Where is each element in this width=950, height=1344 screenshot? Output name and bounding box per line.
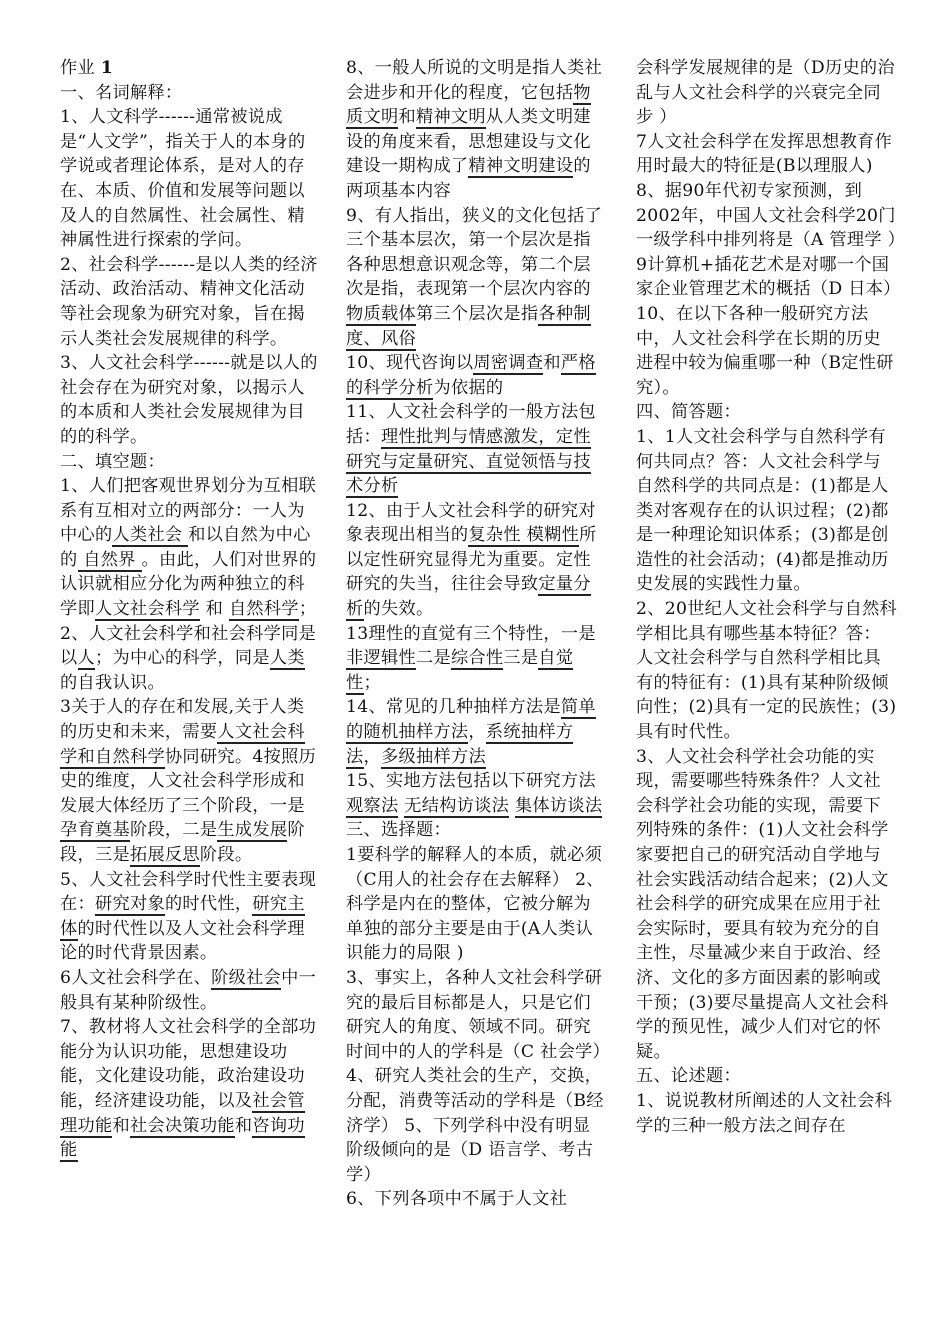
text-run: 10、在以下各种一般研究方法中，人文社会科学在长期的历史进程中较为偏重哪一种（B定性研究）。 <box>636 303 894 398</box>
paragraph <box>636 1064 898 1089</box>
text-run: 阶段。 <box>199 845 253 865</box>
text-run: 的自我认识。 <box>60 672 165 693</box>
underlined-answer: 拓展反思 <box>129 845 200 865</box>
paragraph <box>346 400 604 498</box>
text-run: 11、人文社会科学的一般方法包括： <box>346 402 596 447</box>
paragraph <box>346 818 604 843</box>
paragraph <box>60 868 318 966</box>
paragraph <box>346 769 604 818</box>
text-run: 一、名词解释： <box>60 82 183 103</box>
text-run: 13理性的直觉有三个特性，一是 <box>346 623 596 644</box>
text-run: 的两项基本内容 <box>346 156 591 201</box>
paragraph <box>60 81 318 106</box>
text-run: 中一般具有某种阶级性。 <box>60 967 317 1013</box>
text-run: 的时代性以及人文社会科学理论的时代背景因素。 <box>60 918 305 964</box>
text-run: 为依据的 <box>433 377 504 398</box>
paragraph <box>60 622 318 696</box>
text-run: 和 <box>199 599 229 620</box>
text-run: 五、论述题： <box>636 1066 741 1087</box>
underlined-answer: 自然科学 <box>228 599 299 620</box>
paragraph <box>346 695 604 769</box>
text-run: 3关于人的存在和发展,关于人类的历史和未来，需要 <box>60 697 305 743</box>
paragraph <box>60 105 318 253</box>
column-right <box>636 56 906 1138</box>
text-run: 和 <box>543 353 561 374</box>
paragraph <box>60 695 318 867</box>
underlined-answer: 研究对象 <box>94 894 165 915</box>
underlined-answer: 研究主体 <box>60 894 305 939</box>
underlined-answer: 理性批判与情感激发，定性研究与定量研究、直觉领悟与技术分析 <box>346 426 591 497</box>
text-run: 和 <box>398 107 416 128</box>
underlined-answer: 人 <box>77 648 95 669</box>
underlined-answer: 物质文明 <box>346 82 591 128</box>
text-run: 四、简答题： <box>636 402 741 423</box>
underlined-answer: 非逻辑性 <box>346 648 416 669</box>
text-run: 6人文社会科学在、 <box>60 967 212 988</box>
paragraph <box>60 253 318 351</box>
underlined-answer: 系统抽样方法 <box>346 722 574 767</box>
text-run: 二、填空题： <box>60 451 165 472</box>
text-run: 1要科学的解释人的本质，就必须（C用人的社会存在去解释） 2、科学是内在的整体，它被分解为单独的部分主要是由于(A人类认识能力的局限 ) <box>346 845 604 964</box>
text-run: 1、人们把客观世界划分为互相联系有互相对立的两部分：一人为中心的 <box>60 476 317 546</box>
text-run: 8、一般人所说的文明是指人类社会进步和开化的程度，它包括 <box>346 58 603 103</box>
text-run: 12、由于人文社会科学的研究对象表现出相当的 <box>346 500 596 546</box>
text-run: ； <box>363 672 381 693</box>
underlined-answer: 简单的随机抽样方法 <box>346 697 596 743</box>
text-run: 2、20世纪人文社会科学与自然科学相比具有哪些基本特征？答：人文社会科学与自然科学相比具有的特征有：(1)具有某种阶级倾向性；(2)具有一定的民族性；(3)具有时代性。 <box>636 599 898 743</box>
text-run: 1、说说教材所阐述的人文社会科学的三种一般方法之间存在 <box>636 1090 893 1136</box>
text-run: 6、下列各项中不属于人文社 <box>346 1189 568 1210</box>
text-run: 协同研究。4按照历史的维度，人文社会科学形成和发展大体经历了三个阶段，一是 <box>60 746 317 816</box>
underlined-answer: 生成发展 <box>217 820 288 841</box>
underlined-answer: 精神文明 <box>415 107 486 128</box>
underlined-answer: 无结构访谈法 <box>404 795 510 816</box>
text-run: 5、人文社会科学时代性主要表现在： <box>60 869 317 915</box>
underlined-answer: 集体访谈法 <box>514 795 603 816</box>
text-run: 和以自然为中心的 <box>60 525 311 570</box>
underlined-answer: 咨询功能 <box>60 1115 305 1161</box>
paragraph <box>60 966 318 1015</box>
text-run: 的时代性， <box>164 894 253 915</box>
paragraph <box>636 179 906 253</box>
text-run: 4、研究人类社会的生产，交换，分配，消费等活动的学科是（B经济学） 5、下列学科中没有明显阶级倾向的是（D 语言学、考古学） <box>346 1066 604 1185</box>
text-run: 第三个层次是指 <box>415 303 539 324</box>
underlined-answer: 人类 <box>269 648 305 669</box>
paragraph <box>346 966 611 1064</box>
paragraph <box>636 253 901 302</box>
paragraph <box>636 1089 898 1138</box>
paragraph <box>346 1064 604 1187</box>
underlined-answer: 观察法 <box>346 795 399 816</box>
text-run: 1、1人文社会科学与自然科学有何共同点？答：人文社会科学与自然科学的共同点是：(1)都是人类对客观存在的认识过程；(2)都是一种理论知识体系；(3)都是创造性的社会活动；(4)都是推动历史发展的实践性力量。 <box>636 426 889 595</box>
underlined-answer: 阶级社会 <box>211 967 282 988</box>
text-run: 7、教材将人文社会科学的全部功能分为认识功能，思想建设功能，文化建设功能，政治建设功能，经济建设功能，以及 <box>60 1017 317 1111</box>
text-run: 阶段，二是 <box>129 820 218 841</box>
text-run: 三、选择题： <box>346 820 451 841</box>
paragraph <box>346 499 604 622</box>
underlined-answer: 复杂性 模糊性 <box>468 525 580 546</box>
text-run: 阶段，三是 <box>60 820 305 865</box>
underlined-answer: 严格的科学分析 <box>346 353 596 398</box>
bold-text: 1 <box>100 58 114 78</box>
text-run: 14、常见的几种抽样方法是 <box>346 697 561 718</box>
text-run: 二是 <box>415 648 451 669</box>
paragraph <box>346 622 604 696</box>
text-run: 的失效。 <box>363 599 434 620</box>
paragraph <box>636 130 898 179</box>
underlined-answer: 社会决策功能 <box>129 1115 235 1136</box>
paragraph <box>346 204 604 352</box>
text-run: 作业 <box>60 58 101 78</box>
text-run: 会科学发展规律的是（D历史的治乱与人文社会科学的兴衰完全同步 ） <box>636 58 895 128</box>
text-run: 所以定性研究显得尤为重要。定性研究的失当，往往会导致 <box>346 525 597 595</box>
underlined-answer: 综合性 <box>450 648 504 669</box>
text-run: 从人类文明建设的角度来看，思想建设与文化建设一期构成了 <box>346 107 591 177</box>
text-run: 2、社会科学------是以人类的经济活动、政治活动、精神文化活动等社会现象为研究对象，旨在揭示人类社会发展规律的科学。 <box>60 254 318 349</box>
column-middle <box>346 56 611 1212</box>
underlined-answer: 多级抽样方法 <box>381 746 486 767</box>
text-run: ， <box>363 746 381 767</box>
text-run: 和 <box>112 1115 130 1136</box>
paragraph <box>346 843 604 966</box>
underlined-answer: 人文社会科学 <box>94 599 200 620</box>
underlined-answer: 社会管理功能 <box>60 1090 305 1136</box>
text-run: 3、事实上，各种人文社会科学研究的最后目标都是人，只是它们研究人的角度、领域不同。研究时间中的人的学科是（C 社会学） <box>346 967 611 1062</box>
text-run: 3、人文社会科学------就是以人的社会存在为研究对象，以揭示人的本质和人类社会发展规律为目的的科学。 <box>60 353 318 447</box>
underlined-answer: 自然界 <box>77 549 142 570</box>
underlined-answer: 精神文明建设 <box>468 156 574 177</box>
underlined-answer: 自觉性 <box>346 648 574 693</box>
text-run: ； <box>298 599 317 620</box>
underlined-answer: 定量分析 <box>346 574 591 620</box>
paragraph <box>346 351 604 400</box>
paragraph <box>636 745 898 1065</box>
paragraph <box>346 56 604 204</box>
paragraph <box>60 56 318 81</box>
text-run: 15、实地方法包括以下研究方法 <box>346 771 596 792</box>
text-run: 三是 <box>503 648 539 669</box>
paragraph <box>636 400 898 425</box>
underlined-answer: 物质载体 <box>346 303 416 324</box>
underlined-answer: 人文社会科学和自然科学 <box>60 722 305 767</box>
column-left <box>60 56 318 1163</box>
text-run: 2、人文社会科学和社会科学同是以 <box>60 623 317 669</box>
text-run: 10、现代咨询以 <box>346 353 474 374</box>
paragraph <box>636 302 898 400</box>
text-run: 1、人文科学------通常被说成是“人文学”，指关于人的本身的学说或者理论体系，是对人的存在、本质、价值和发展等问题以及人的自然属性、社会属性、精神属性进行探索的学问。 <box>60 107 306 251</box>
paragraph <box>60 474 318 622</box>
text-run: 8、据90年代初专家预测，到2002年，中国人文社会科学20门一级学科中排列将是（A 管理学 ） <box>636 180 906 251</box>
paragraph <box>636 425 898 597</box>
text-run: ；为中心的科学，同是 <box>95 648 270 669</box>
text-run: 。由此，人们对世界的认识就相应分化为两种独立的科学即 <box>60 549 317 620</box>
paragraph <box>636 56 898 130</box>
text-run: 9、有人指出，狭义的文化包括了三个基本层次，第一个层次是指各种思想意识观念等，第二个层次是指，表现第一个层次内容的 <box>346 205 603 300</box>
underlined-answer: 各种制度、风俗 <box>346 303 591 349</box>
underlined-answer: 孕育奠基 <box>60 820 130 841</box>
underlined-answer: 周密调查 <box>473 353 544 374</box>
underlined-answer: 人类社会 <box>112 525 189 546</box>
text-run: 9计算机+插花艺术是对哪一个国家企业管理艺术的概括（D 日本） <box>636 254 901 300</box>
text-run: 7人文社会科学在发挥思想教育作用时最大的特征是(B以理服人) <box>636 131 893 177</box>
paragraph <box>60 1015 318 1163</box>
text-run: ， <box>468 722 486 743</box>
paragraph <box>60 450 318 475</box>
paragraph <box>346 1187 604 1212</box>
paragraph <box>636 597 898 745</box>
text-run: 和 <box>234 1115 253 1136</box>
paragraph <box>60 351 318 449</box>
text-run: 3、人文社会科学社会功能的实现，需要哪些特殊条件？人文社会科学社会功能的实现，需要下列特殊的条件：(1)人文社会科学家要把自己的研究活动自学地与社会实践活动结合起来；(2)人文社会科学的研究成果在应用于社会实际时，要具有较为充分的自主性，尽量减少来自于政治、经济、文化的多方面因素的影响或干预；(3)要尽量提高人文社会科学的预见性，减少人们对它的怀疑。 <box>636 746 889 1062</box>
